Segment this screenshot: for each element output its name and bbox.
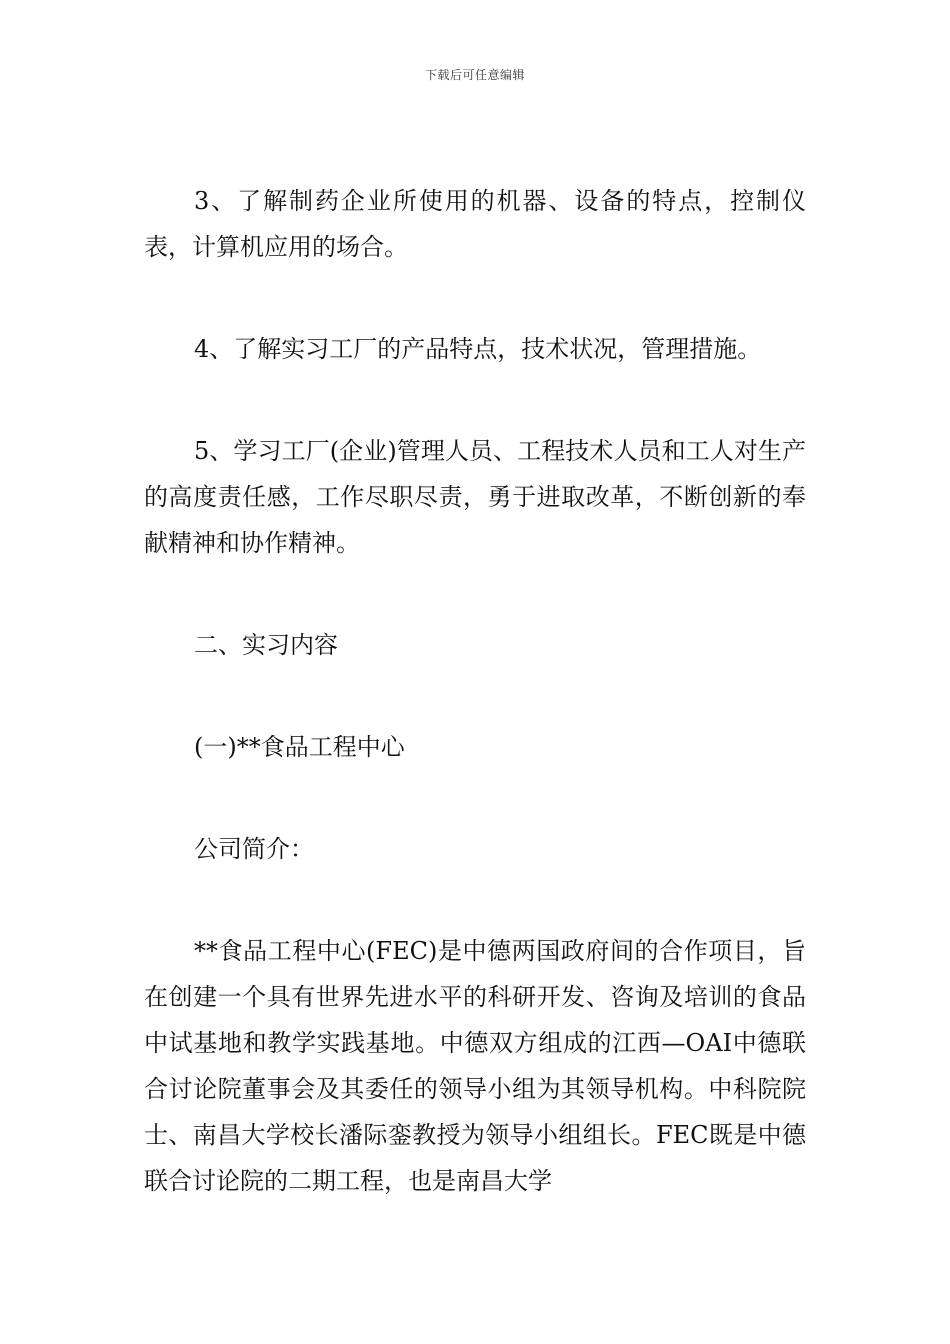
subsection-heading-fec: (一)**食品工程中心 [194, 733, 405, 761]
paragraph-objective-5: 5、学习工厂(企业)管理人员、工程技术人员和工人对生产的高度责任感，工作尽职尽责，勇于进取改革，不断创新的奉献精神和协作精神。 [144, 437, 806, 557]
document-body [144, 178, 806, 1260]
paragraph-objective-3: 3、了解制药企业所使用的机器、设备的特点，控制仪表，计算机应用的场合。 [144, 187, 806, 261]
section-heading-content: 二、实习内容 [194, 631, 338, 659]
page-header: 下载后可任意编辑 [424, 68, 525, 82]
paragraph-objective-4: 4、了解实习工厂的产品特点，技术状况，管理措施。 [194, 335, 762, 363]
paragraph-company-intro: **食品工程中心(FEC)是中德两国政府间的合作项目，旨在创建一个具有世界先进水平的科研开发、咨询及培训的食品中试基地和教学实践基地。中德双方组成的江西—OAI中德联合讨论院董事会及其委任的领导小组为其领导机构。中科院院士、南昌大学校长潘际銮教授为领导小组组长。FEC既是中德联合讨论院的二期工程，也是南昌大学 [144, 937, 806, 1195]
company-intro-label: 公司简介： [194, 835, 314, 863]
